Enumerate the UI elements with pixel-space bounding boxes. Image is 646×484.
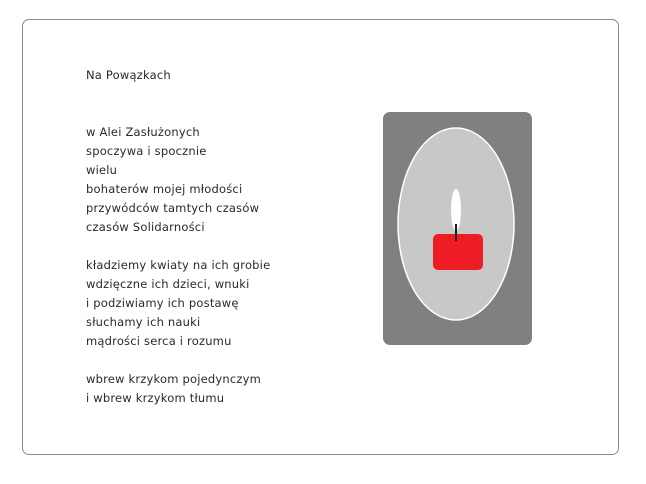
candle-body bbox=[433, 234, 483, 270]
poem-line: i wbrew krzykom tłumu bbox=[86, 391, 225, 405]
candle-illustration bbox=[383, 112, 532, 345]
poem-line: czasów Solidarności bbox=[86, 220, 205, 234]
poem-line: przywódców tamtych czasów bbox=[86, 201, 260, 215]
poem-line: w Alei Zasłużonych bbox=[86, 125, 200, 139]
poem-stanza-3 bbox=[86, 370, 366, 408]
poem bbox=[86, 66, 366, 427]
poem-line: kładziemy kwiaty na ich grobie bbox=[86, 258, 271, 272]
poem-line: wdzięczne ich dzieci, wnuki bbox=[86, 277, 250, 291]
poem-line: słuchamy ich nauki bbox=[86, 315, 201, 329]
poem-line: wielu bbox=[86, 163, 118, 177]
poem-line: i podziwiamy ich postawę bbox=[86, 296, 239, 310]
poem-title: Na Powązkach bbox=[86, 68, 171, 82]
poem-stanza-2 bbox=[86, 256, 366, 351]
poem-line: bohaterów mojej młodości bbox=[86, 182, 243, 196]
poem-line: mądrości serca i rozumu bbox=[86, 334, 232, 348]
poem-stanza-1 bbox=[86, 123, 366, 237]
poem-line: spoczywa i spocznie bbox=[86, 144, 207, 158]
poem-line: wbrew krzykom pojedynczym bbox=[86, 372, 262, 386]
candle-wick bbox=[455, 224, 457, 241]
candle-icon bbox=[383, 112, 532, 345]
